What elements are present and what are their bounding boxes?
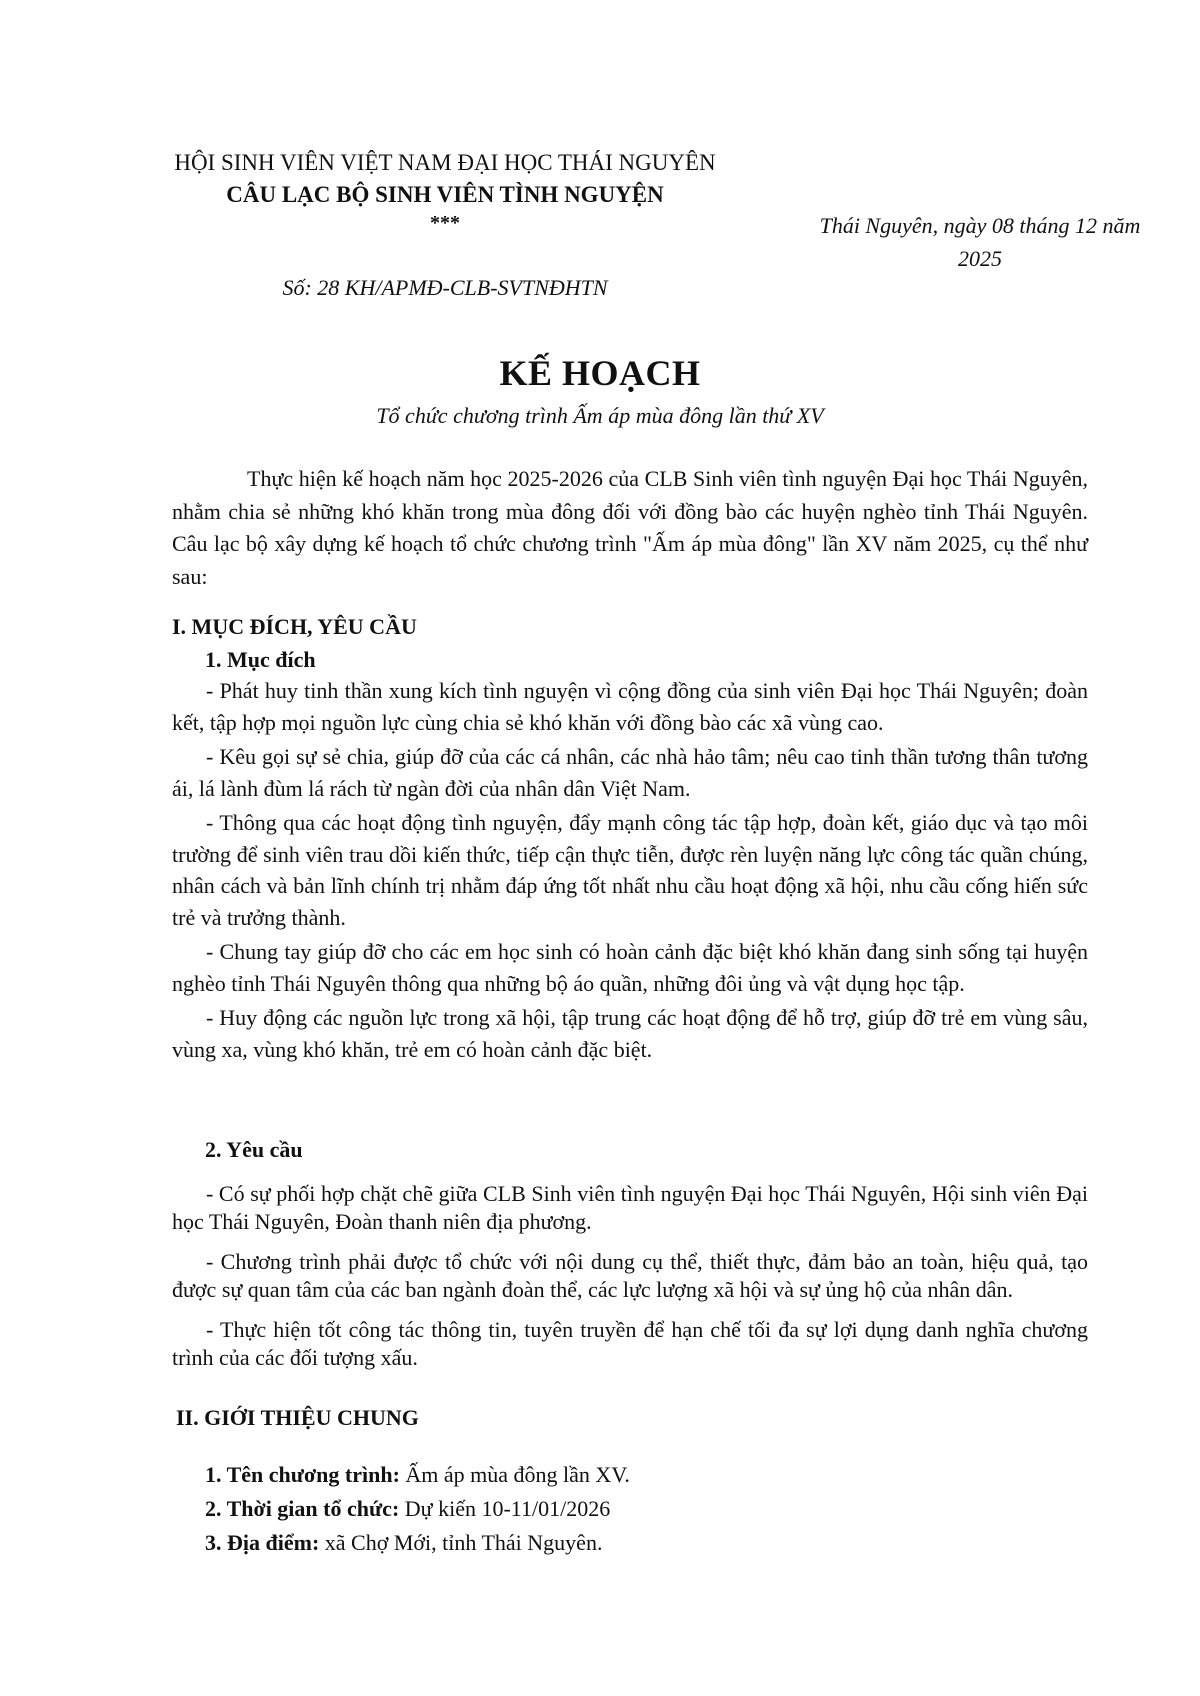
general-info-list [205,1458,630,1560]
purpose-heading: 1. Mục đích [205,647,316,672]
requirements-list [172,1180,1088,1384]
document-number: Số: 28 KH/APMĐ-CLB-SVTNĐHTN [282,275,608,300]
info-label: 2. Thời gian tổ chức: [205,1496,400,1521]
list-item: - Kêu gọi sự sẻ chia, giúp đỡ của các cá nhân, các nhà hảo tâm; nêu cao tinh thần tương thân tương ái, lá lành đùm lá rách từ ngàn đời của nhân dân Việt Nam. [172,744,1088,801]
list-item: - Thực hiện tốt công tác thông tin, tuyên truyền để hạn chế tối đa sự lợi dụng danh nghĩa chương trình của các đối tượng xấu. [172,1317,1088,1370]
list-item: - Phát huy tinh thần xung kích tình nguyện vì cộng đồng của sinh viên Đại học Thái Nguyên; đoàn kết, tập hợp mọi nguồn lực cùng chia sẻ khó khăn với đồng bào các xã vùng cao. [172,678,1088,735]
info-label: 3. Địa điểm: [205,1530,320,1555]
stars-separator: *** [430,212,460,234]
date-line-2: 2025 [958,246,1002,271]
list-item: - Thông qua các hoạt động tình nguyện, đẩy mạnh công tác tập hợp, đoàn kết, giáo dục và tạo môi trường để sinh viên trau dồi kiến thức, tiếp cận thực tiễn, được rèn luyện năng lực công tác quần chúng, nhân cách và bản lĩnh chính trị nhằm đáp ứng tốt nhất nhu cầu hoạt động xã hội, nhu cầu cống hiến sức trẻ và trưởng thành. [172,810,1088,930]
info-value: xã Chợ Mới, tỉnh Thái Nguyên. [319,1530,603,1555]
info-label: 1. Tên chương trình: [205,1462,400,1487]
info-value: Ấm áp mùa đông lần XV. [399,1462,630,1487]
list-item: - Huy động các nguồn lực trong xã hội, tập trung các hoạt động để hỗ trợ, giúp đỡ trẻ em vùng sâu, vùng xa, vùng khó khăn, trẻ em có hoàn cảnh đặc biệt. [172,1005,1088,1062]
list-item: - Chương trình phải được tổ chức với nội dung cụ thể, thiết thực, đảm bảo an toàn, hiệu quả, tạo được sự quan tâm của các ban ngành đoàn thể, các lực lượng xã hội và sự ủng hộ của nhân dân. [172,1249,1088,1302]
info-item [205,1492,630,1526]
section2-heading: II. GIỚI THIỆU CHUNG [176,1405,419,1430]
org-name-line1: HỘI SINH VIÊN VIỆT NAM ĐẠI HỌC THÁI NGUYÊN [174,150,716,175]
list-item: - Có sự phối hợp chặt chẽ giữa CLB Sinh viên tình nguyện Đại học Thái Nguyên, Hội sinh viên Đại học Thái Nguyên, Đoàn thanh niên địa phương. [172,1181,1088,1234]
org-name-line2: CÂU LẠC BỘ SINH VIÊN TÌNH NGUYỆN [226,182,664,207]
date-line-1: Thái Nguyên, ngày 08 tháng 12 năm [819,213,1141,238]
info-value: Dự kiến 10-11/01/2026 [399,1496,611,1521]
document-title: KẾ HOẠCH [499,353,701,393]
info-item [205,1526,630,1560]
purpose-list [172,675,1088,1068]
list-item: - Chung tay giúp đỡ cho các em học sinh có hoàn cảnh đặc biệt khó khăn đang sinh sống tại huyện nghèo tỉnh Thái Nguyên thông qua những bộ áo quần, những đôi ủng và vật dụng học tập. [172,939,1088,996]
document-subtitle: Tổ chức chương trình Ấm áp mùa đông lần thứ XV [376,403,824,428]
requirements-heading: 2. Yêu cầu [205,1137,303,1162]
info-item [205,1458,630,1492]
section1-heading: I. MỤC ĐÍCH, YÊU CẦU [172,614,417,639]
intro-paragraph: Thực hiện kế hoạch năm học 2025-2026 của CLB Sinh viên tình nguyện Đại học Thái Nguyên, nhằm chia sẻ những khó khăn trong mùa đông đối với đồng bào các huyện nghèo tỉnh Thái Nguyên. Câu lạc bộ xây dựng kế hoạch tổ chức chương trình "Ấm áp mùa đông" lần XV năm 2025, cụ thể như sau: [172,466,1088,589]
document-date [780,209,1180,275]
